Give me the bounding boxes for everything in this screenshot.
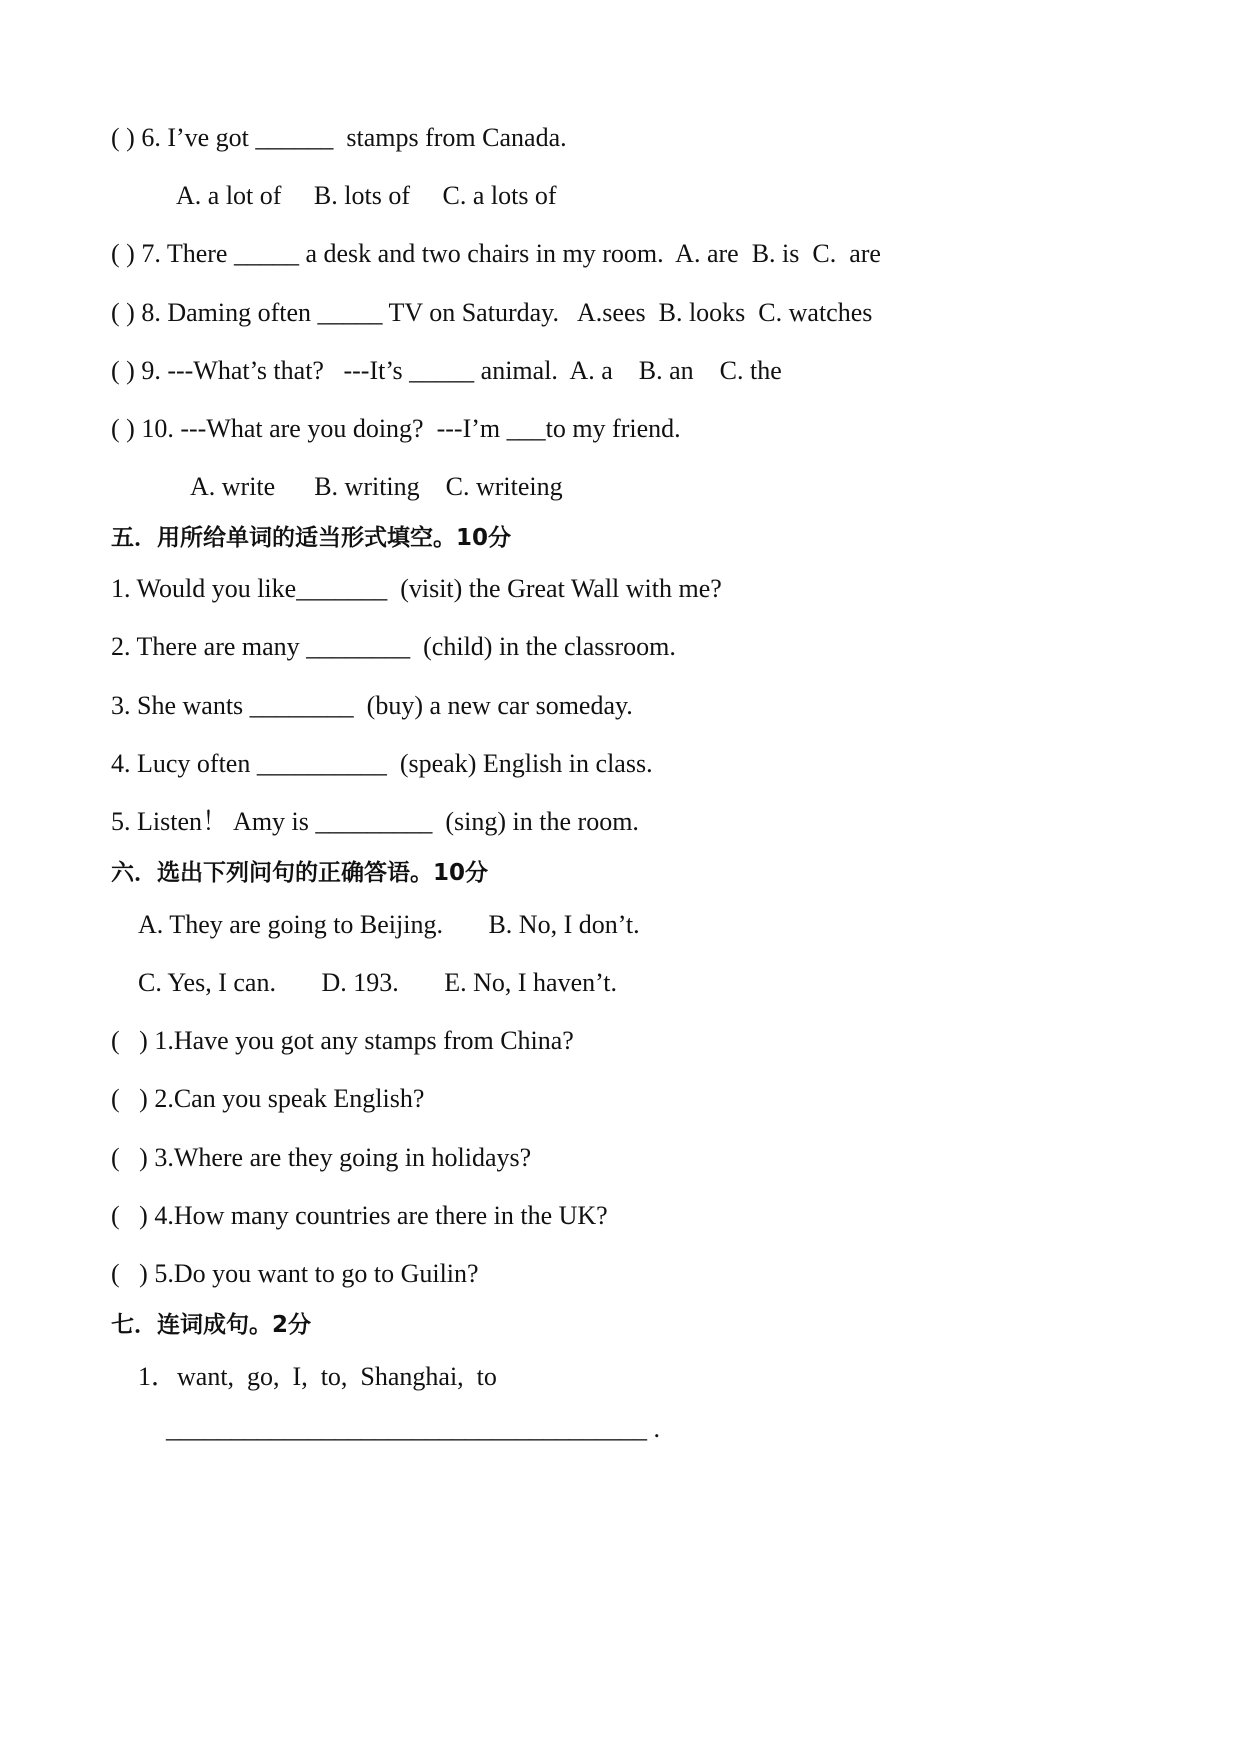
- section-6-item-3: ( ) 3.Where are they going in holidays?: [111, 1143, 532, 1172]
- question-10: ( ) 10. ---What are you doing? ---I’m ___to my friend.: [111, 414, 681, 443]
- question-9: ( ) 9. ---What’s that? ---It’s _____ animal. A. a B. an C. the: [111, 356, 782, 385]
- section-5-item-5: 5. Listen！ Amy is _________ (sing) in the room.: [111, 807, 639, 836]
- question-7: ( ) 7. There _____ a desk and two chairs in my room. A. are B. is C. are: [111, 239, 881, 268]
- section-5-item-1: 1. Would you like_______ (visit) the Great Wall with me?: [111, 574, 722, 603]
- question-8: ( ) 8. Daming often _____ TV on Saturday. A.sees B. looks C. watches: [111, 298, 873, 327]
- section-6-options-line-1: A. They are going to Beijing. B. No, I don’t.: [138, 910, 640, 939]
- question-6-options: A. a lot of B. lots of C. a lots of: [176, 181, 557, 210]
- section-6-item-5: ( ) 5.Do you want to go to Guilin?: [111, 1259, 479, 1288]
- section-6-item-2: ( ) 2.Can you speak English?: [111, 1084, 425, 1113]
- section-6-item-1: ( ) 1.Have you got any stamps from China?: [111, 1026, 574, 1055]
- section-6-options-line-2: C. Yes, I can. D. 193. E. No, I haven’t.: [138, 968, 618, 997]
- section-6-heading: 六．选出下列问句的正确答语。10分: [111, 860, 489, 886]
- section-5-item-3: 3. She wants ________ (buy) a new car someday.: [111, 691, 633, 720]
- question-6: ( ) 6. I’ve got ______ stamps from Canada.: [111, 123, 567, 152]
- section-7-heading: 七．连词成句。2分: [111, 1312, 312, 1338]
- section-5-heading: 五．用所给单词的适当形式填空。10分: [111, 525, 512, 551]
- section-5-item-2: 2. There are many ________ (child) in the classroom.: [111, 632, 676, 661]
- section-5-item-4: 4. Lucy often __________ (speak) English in class.: [111, 749, 653, 778]
- section-7-answer-line: _____________________________________ .: [166, 1414, 660, 1443]
- section-6-item-4: ( ) 4.How many countries are there in the UK?: [111, 1201, 608, 1230]
- section-7-item-1: 1．want, go, I, to, Shanghai, to: [138, 1362, 497, 1391]
- question-10-options: A. write B. writing C. writeing: [190, 472, 563, 501]
